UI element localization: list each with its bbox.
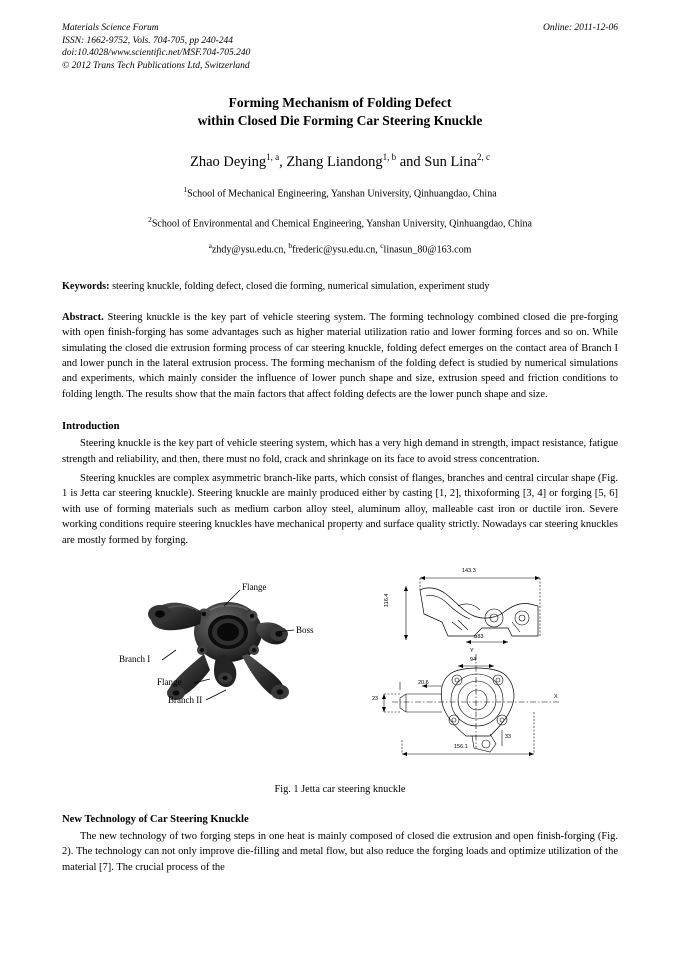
journal-header <box>62 22 618 72</box>
photo-label-boss: Boss <box>296 624 314 635</box>
drawing-axis-y: Y <box>470 647 474 654</box>
figure-1 <box>62 562 618 780</box>
section-1-paragraph-2: Steering knuckles are complex asymmetric branch-like parts, which consist of flanges, branches and central circular shape (Fig. 1 is Jetta car steering knuckle). Steering knuckle are mainly produced either by casting [1, 2], thixoforming [3, 4] or forging [5, 6] with use of forming materials such as medium carbon alloy steel, aluminum alloy, malleable cast iron or ductile iron. Severe working conditions require steering knuckles have mechanical property and surface quality strictly. Nowadays car steering knuckles are mostly formed by forging. <box>62 472 618 546</box>
drawing-dim-33: 33 <box>505 733 512 740</box>
author-3-sup: 2, c <box>477 152 491 163</box>
author-2-sup: 1, b <box>382 152 397 163</box>
section-2-paragraph-1: The new technology of two forging steps in one heat is mainly composed of closed die extrusion and open finish-forging (Fig. 2). The technology can not only improve die-filling and metal flow, but also reduce the forging loads and optimize utilization of the material [7]. The crucial process of the <box>62 830 618 873</box>
drawing-dim-23: 23 <box>372 695 379 702</box>
title-line-1: Forming Mechanism of Folding Defect <box>228 95 452 111</box>
photo-label-flange-top: Flange <box>242 581 267 592</box>
photo-leader-lines <box>124 580 324 720</box>
journal-name: Materials Science Forum <box>62 23 159 33</box>
online-date: Online: 2011-12-06 <box>542 23 618 33</box>
keywords-label: Keywords: <box>62 281 110 293</box>
affiliation-1-text: School of Mechanical Engineering, Yanshan University, Qinhuangdao, China <box>187 188 497 200</box>
keywords-text: steering knuckle, folding defect, closed die forming, numerical simulation, experiment study <box>109 281 490 293</box>
photo-label-branch-1: Branch I <box>119 653 151 664</box>
drawing-dim-diameter-83: ø83 <box>474 633 484 640</box>
email-a-sup: a <box>208 240 212 250</box>
author-1-name: Zhao Deying <box>189 154 267 171</box>
steering-knuckle-photo <box>119 580 324 720</box>
drawing-dim-20-6: 20.6 <box>418 679 429 686</box>
affiliation-2 <box>62 212 618 232</box>
section-heading-introduction: Introduction <box>62 421 120 433</box>
drawing-dim-156-1: 156.1 <box>454 743 468 750</box>
page-content <box>62 22 618 875</box>
drawing-dim-94: 94 <box>470 656 477 663</box>
author-1-sup: 1, a <box>266 152 280 163</box>
email-a: zhdy@ysu.edu.cn, <box>211 244 289 256</box>
title-line-2: within Closed Die Forming Car Steering Knuckle <box>197 113 483 129</box>
journal-doi: doi:10.4028/www.scientific.net/MSF.704-705.240 <box>62 48 251 59</box>
abstract-label: Abstract. <box>62 311 104 323</box>
email-c-sup: c <box>380 240 384 250</box>
affiliation-2-sup: 2 <box>148 215 152 225</box>
drawing-dim-116-4: 116.4 <box>384 593 390 607</box>
keywords-block <box>62 280 618 295</box>
knuckle-drawing-graphic <box>362 562 592 762</box>
steering-knuckle-drawing <box>362 562 612 767</box>
page-title <box>62 94 618 130</box>
abstract-block <box>62 310 618 402</box>
journal-issn: ISSN: 1662-9752, Vols. 704-705, pp 240-244 <box>62 35 233 46</box>
photo-label-branch-2: Branch II <box>168 694 203 705</box>
affiliation-2-text: School of Environmental and Chemical Engineering, Yanshan University, Qinhuangdao, China <box>151 218 532 230</box>
section-1-paragraph-1: Steering knuckle is the key part of vehicle steering system, which has a very high demand in strength, impact resistance, fatigue strength and reliability, and then, there must no fold, crack and shrinkage on its face to avoid stress concentration. <box>62 438 618 465</box>
email-b-sup: b <box>288 240 293 250</box>
drawing-dim-143-3: 143.3 <box>462 567 476 574</box>
figure-1-caption: Fig. 1 Jetta car steering knuckle <box>274 783 406 795</box>
section-heading-new-technology: New Technology of Car Steering Knuckle <box>62 813 249 825</box>
photo-label-flange-bottom: Flange <box>157 676 182 687</box>
author-2-name: Zhang Liandong <box>286 154 383 171</box>
affiliation-1-sup: 1 <box>183 185 188 195</box>
abstract-text: Steering knuckle is the key part of vehicle steering system. The forming technology combined closed die pre-forging with open finish-forging has some advantages such as higher material utilization ratio and lower forming forces and so on. While simulating the closed die extrusion forming process of car steering knuckle, folding defect emerges on the contact area of Branch I and lower punch in the lateral extrusion process. The forming mechanism of the folding defect is studied by numerical simulations and experiments, which mainly consider the influence of lower punch shape and size, extrusion speed and friction conditions to folding length. The results show that the main factors that affect folding defects are the lower punch shape and size. <box>62 311 618 400</box>
author-3-name: Sun Lina <box>424 154 478 171</box>
author-sep-2: and <box>396 154 425 171</box>
journal-copyright: © 2012 Trans Tech Publications Ltd, Switzerland <box>62 60 250 71</box>
author-list <box>62 147 618 172</box>
drawing-axis-x: X <box>554 693 558 700</box>
affiliation-1 <box>62 182 618 202</box>
author-sep-1: , <box>279 154 287 171</box>
author-emails <box>62 241 618 255</box>
email-b: frederic@ysu.edu.cn, <box>292 244 381 256</box>
email-c: linasun_80@163.com <box>383 244 472 256</box>
